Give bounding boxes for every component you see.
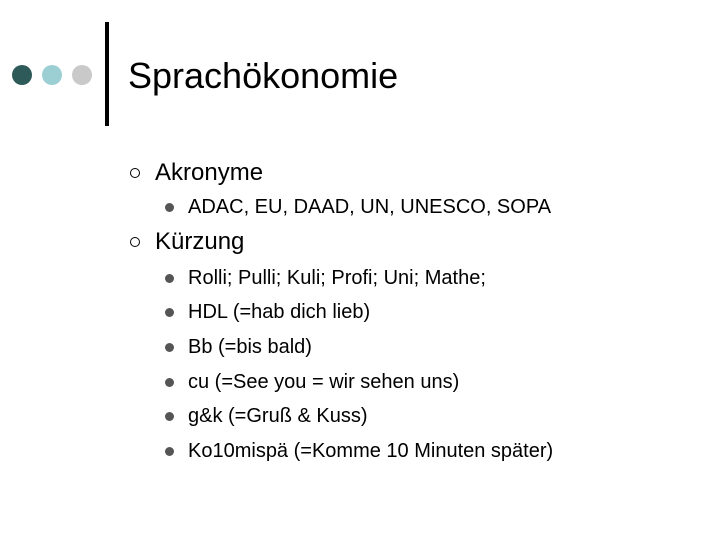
item-bullet-icon — [165, 412, 174, 421]
section-bullet-icon — [130, 168, 140, 178]
item-bullet-icon — [165, 447, 174, 456]
item-bullet-icon — [165, 308, 174, 317]
decor-dot-grey — [72, 65, 92, 85]
item-bullet-icon — [165, 378, 174, 387]
section-heading-kuerzung: Kürzung — [155, 228, 245, 255]
item-bullet-icon — [165, 343, 174, 352]
section-bullet-icon — [130, 237, 140, 247]
list-item: HDL (=hab dich lieb) — [188, 301, 371, 323]
list-item: ADAC, EU, DAAD, UN, UNESCO, SOPA — [188, 196, 552, 218]
item-bullet-icon — [165, 203, 174, 212]
item-bullet-icon — [165, 274, 174, 283]
list-item: Rolli; Pulli; Kuli; Profi; Uni; Mathe; — [188, 267, 486, 289]
decor-dot-light-blue — [42, 65, 62, 85]
list-item: Bb (=bis bald) — [188, 336, 312, 358]
list-item: g&k (=Gruß & Kuss) — [188, 405, 368, 427]
list-item: Ko10mispä (=Komme 10 Minuten später) — [188, 440, 554, 462]
section-heading-akronyme: Akronyme — [155, 159, 264, 186]
title-divider — [105, 22, 109, 126]
decor-dot-dark — [12, 65, 32, 85]
list-item: cu (=See you = wir sehen uns) — [188, 371, 460, 393]
slide-title: Sprachökonomie — [128, 55, 399, 96]
